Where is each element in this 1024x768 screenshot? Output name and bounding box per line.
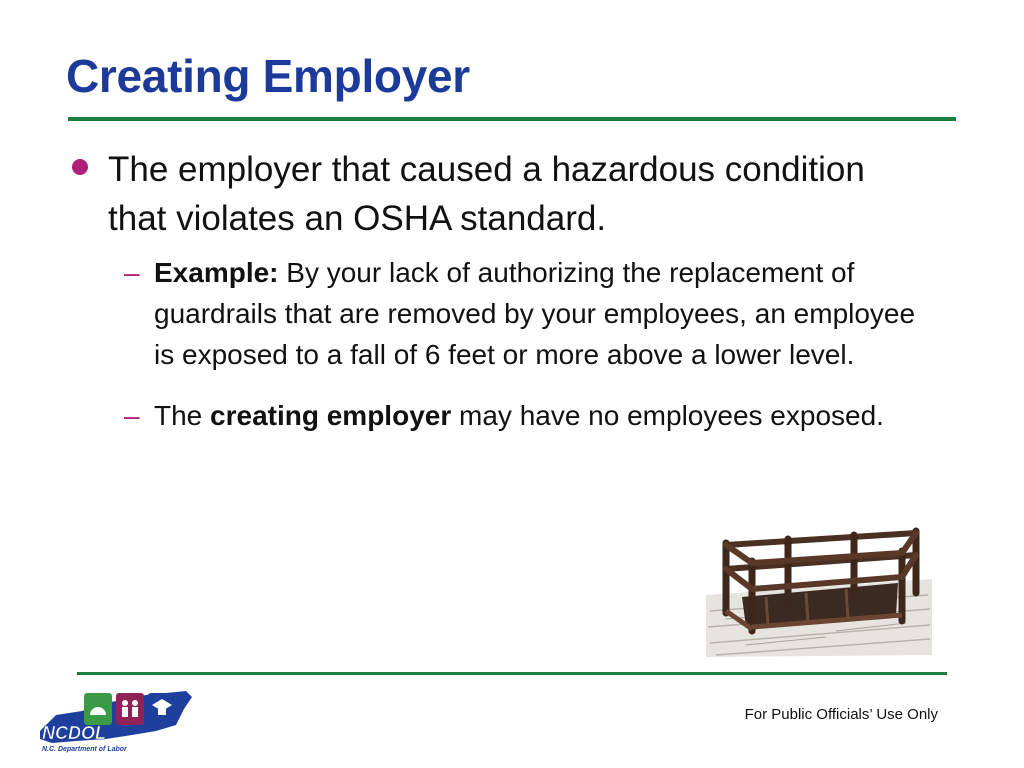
bullet-dot-icon bbox=[72, 159, 88, 175]
title-divider bbox=[68, 117, 956, 121]
logo-subtitle: N.C. Department of Labor bbox=[42, 746, 127, 753]
guardrail-illustration bbox=[706, 527, 932, 657]
slide-title: Creating Employer bbox=[66, 50, 470, 102]
footer-divider bbox=[77, 672, 947, 675]
sub-bullet-post: may have no employees exposed. bbox=[451, 400, 884, 431]
sub-bullet-creating-employer bbox=[124, 395, 934, 436]
sub-bullet-list bbox=[124, 252, 934, 436]
dash-icon: – bbox=[124, 400, 140, 431]
logo-wordmark: NCDOL bbox=[42, 723, 106, 743]
ncdol-logo bbox=[36, 685, 196, 757]
main-bullet bbox=[72, 145, 932, 243]
example-text: By your lack of authorizing the replacement of guardrails that are removed by your employees, an employee is exposed to a fall of 6 feet or more above a lower level. bbox=[154, 257, 916, 370]
example-label: Example: bbox=[154, 257, 279, 288]
creating-employer-term: creating employer bbox=[210, 400, 452, 431]
sub-bullet-pre: The bbox=[154, 400, 211, 431]
main-bullet-text: The employer that caused a hazardous condition that violates an OSHA standard. bbox=[108, 150, 865, 238]
sub-bullet-example bbox=[124, 252, 934, 375]
footer-note: For Public Officials’ Use Only bbox=[744, 706, 938, 723]
dash-icon: – bbox=[124, 257, 140, 288]
